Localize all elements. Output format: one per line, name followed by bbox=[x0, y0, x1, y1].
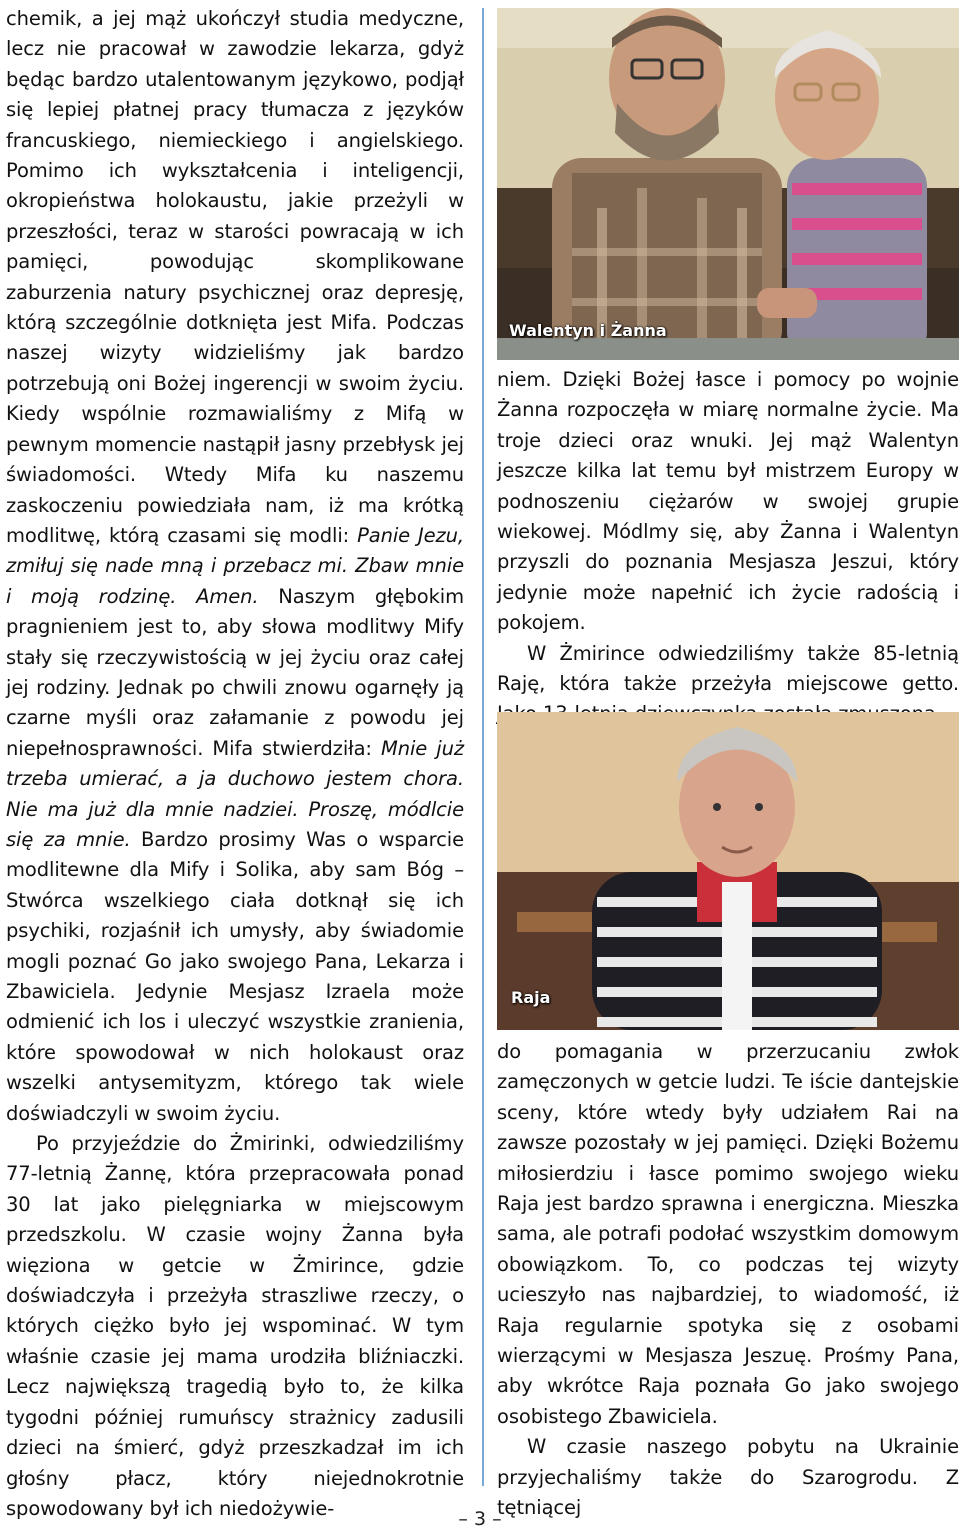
column-divider bbox=[482, 8, 484, 1486]
right-paragraph-3: do pomagania w przerzucaniu zwłok zamęczonych w getcie ludzi. Te iście dantejskie sceny, które wtedy były udziałem Rai na zawsze pozostały w jej pamięci. Dzięki Bożemu miłosierdziu i łasce pomimo swojego wieku Raja jest bardzo sprawna i energiczna. Mieszka sama, ale potrafi podołać wszystkim domowym obowiązkom. To, co podczas tej wizyty ucieszyło nas najbardziej, to wiadomość, iż Raja regularnie spotyka się z osobami wierzącymi w Mesjasza Jeszuę. Prośmy Pana, aby wkrótce Raja poznała Go jako swojego osobistego Zbawiciela. bbox=[497, 1040, 959, 1428]
right-paragraph-1: niem. Dzięki Bożej łasce i pomocy po wojnie Żanna rozpoczęła w miarę normalne życie. Ma troje dzieci oraz wnuki. Jej mąż Walentyn jeszcze kilka lat temu był mistrzem Europy w podnoszeniu ciężarów w swojej grupie wiekowej. Módlmy się, aby Żanna i Walentyn przyszli do poznania Mesjasza Jeszui, który jedynie może napełnić ich życie radością i pokojem. bbox=[497, 368, 959, 635]
left-column bbox=[6, 4, 464, 1524]
photo-caption-walentyn-zanna: Walentyn i Żanna bbox=[509, 321, 667, 340]
paragraph-text: Naszym głębokim pragnieniem jest to, aby słowa modlitwy Mify stały się rzeczywistością w jej życiu oraz całej jej rodziny. Jednak po chwili znowu ogarnęły ją czarne myśli oraz załamanie z powodu jej niepełnosprawności. Mifa stwierdziła: bbox=[6, 584, 464, 760]
photo-caption-raja: Raja bbox=[511, 988, 551, 1007]
right-paragraph-4: W czasie naszego pobytu na Ukrainie przyjechaliśmy także do Szarogrodu. Z tętniącej bbox=[497, 1435, 959, 1520]
prayer-quote: Panie Jezu, zmiłuj się nade mną i przebacz mi. Zbaw mnie i moją rodzinę. Amen. bbox=[6, 523, 465, 608]
photo-walentyn-zanna-image bbox=[497, 8, 959, 360]
right-paragraph-2: W Żmirince odwiedziliśmy także 85-letnią Raję, która także przeżyła miejscowe getto. bbox=[497, 641, 959, 696]
left-paragraph-1 bbox=[6, 4, 464, 1129]
left-paragraph-2: Po przyjeździe do Żmirinki, odwiedziliśmy 77-letnią Żannę, która przepracowała ponad 30 lat jako pielęgniarka w miejscowym przedszkolu. W czasie wojny Żanna była więziona w getcie w Żmirince, gdzie doświadczyła i przeżyła straszliwe rzeczy, o których ciężko było jej wspominać. W tym właśnie czasie jej mama urodziła bliźniaczki. Lecz największą tragedią było to, że kilka tygodni później rumuńscy strażnicy zadusili dzieci na śmierć, gdyż przeszkadzał im ich głośny płacz, który niejednokrotnie spowodowany był ich niedożywie- bbox=[6, 1132, 464, 1520]
photo-walentyn-zanna bbox=[497, 8, 959, 360]
paragraph-text: chemik, a jej mąż ukończył studia medyczne, lecz nie pracował w zawodzie lekarza, gdyż będąc bardzo utalentowanym językowo, podjął się lepiej płatnej pracy tłumacza z języków francuskiego, niemieckiego i angielskiego. Pomimo ich wykształcenia i inteligencji, okropieństwa holokaustu, jakie przeżyli w przeszłości, teraz w starości powracają w ich pamięci, powodując skomplikowane zaburzenia natury psychicznej oraz depresję, którą szczególnie dotknięta jest Mifa. Podczas naszej wizyty widzieliśmy jak bardzo potrzebują oni Bożej ingerencji w swoim życiu. Kiedy wspólnie rozmawialiśmy z Mifą w pewnym momencie nastąpił jasny przebłysk jej świadomości. Wtedy Mifa ku naszemu zaskoczeniu powiedziała nam, iż ma krótką modlitwę, którą czasami się modli: bbox=[6, 7, 464, 547]
paragraph-text: Bardzo prosimy Was o wsparcie modlitewne dla Mify i Solika, aby sam Bóg – Stwórca wszelkiego ciała dotknął się ich psychiki, rozjaśnił ich umysły, aby świadomie mogli poznać Go jako swojego Pana, Lekarza i Zbawiciela. Jedynie Mesjasz Izraela może odmienić ich los i uleczyć wszystkie zranienia, które spowodował w nich holokaust oraz wszelki antysemityzm, którego tak wiele doświadczyli w swoim życiu. bbox=[6, 827, 464, 1125]
photo-raja bbox=[497, 712, 959, 1030]
page-number: – 3 – bbox=[458, 1508, 502, 1530]
mifa-quote: Mnie już trzeba umierać, a ja duchowo jestem chora. Nie ma już dla mnie nadziei. Proszę, módlcie się za mnie. bbox=[6, 736, 464, 851]
photo-raja-image bbox=[497, 712, 959, 1030]
right-column-lower bbox=[497, 1037, 959, 1524]
right-column-upper bbox=[497, 365, 959, 730]
